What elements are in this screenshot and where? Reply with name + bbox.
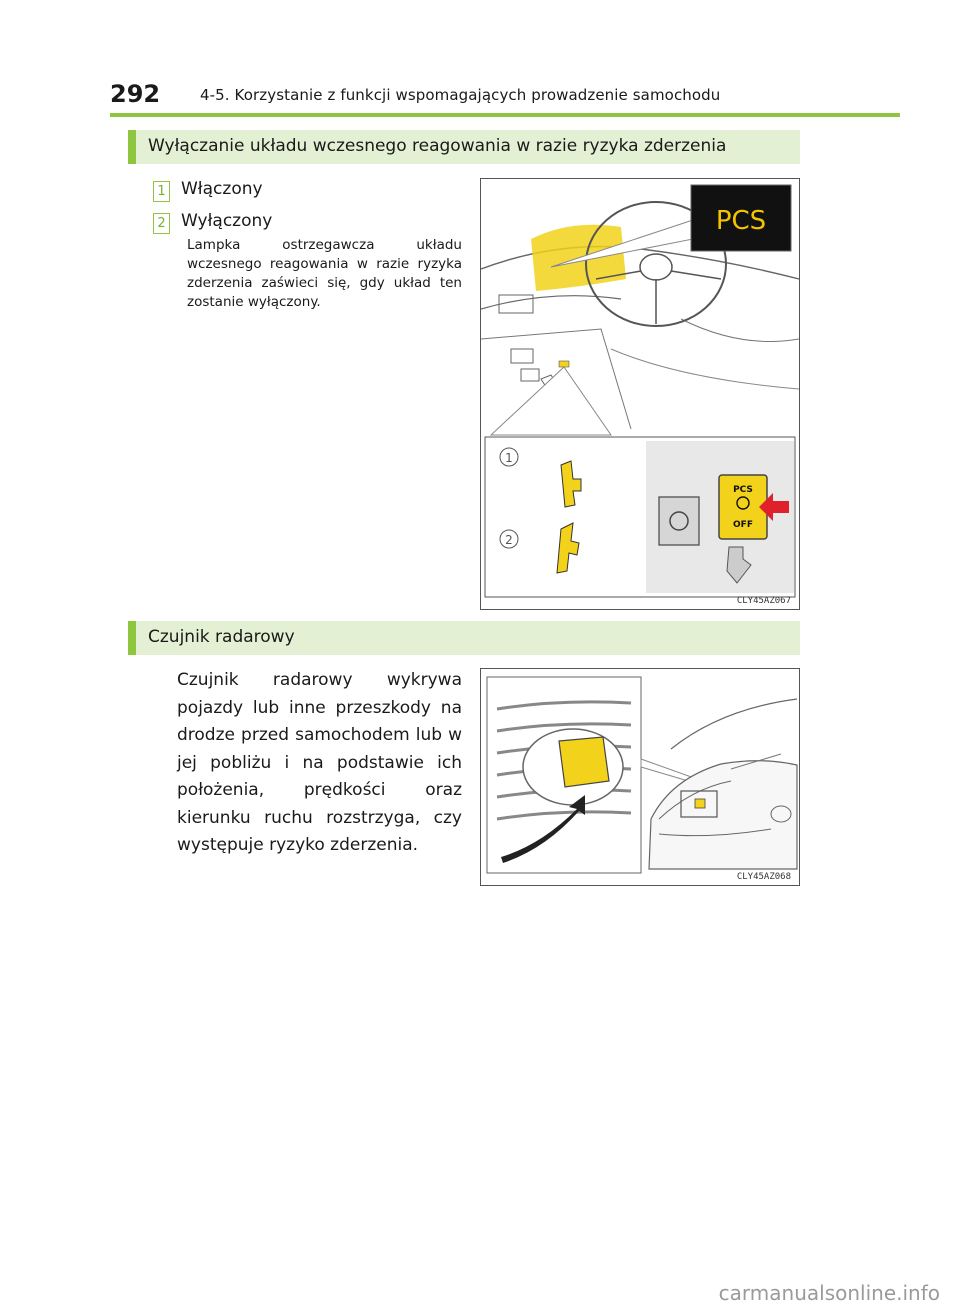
- chapter-title: 4-5. Korzystanie z funkcji wspomagających prowadzenie samochodu: [200, 86, 721, 104]
- figure-code: CLY45AZ068: [736, 872, 791, 882]
- page-header: [110, 80, 900, 112]
- radar-description: Czujnik radarowy wykrywa pojazdy lub inne przeszkody na drodze przed samochodem lub w jej pobliżu i na podstawie ich położenia, prędkości oraz kierunku ruchu rozstrzyga, czy występuje ryzyko zderzenia.: [177, 670, 462, 855]
- section-heading-pcs-off: [128, 130, 800, 164]
- switch-label-bottom: OFF: [733, 520, 753, 530]
- header-divider: [110, 113, 900, 117]
- item-number: 1: [153, 181, 170, 202]
- item-number: 2: [153, 213, 170, 234]
- section-title: Czujnik radarowy: [148, 627, 295, 647]
- dashboard-illustration: [481, 179, 799, 609]
- callout-1: 1: [505, 451, 513, 465]
- radar-sensor-illustration: [481, 669, 799, 885]
- figure-code: CLY45AZ067: [736, 596, 791, 606]
- switch-label-top: PCS: [733, 485, 753, 495]
- item-label: Włączony: [181, 179, 263, 199]
- item-label: Wyłączony: [181, 211, 273, 231]
- watermark: carmanualsonline.info: [718, 1281, 940, 1305]
- section-heading-radar: [128, 621, 800, 655]
- callout-2: 2: [505, 533, 513, 547]
- section-title: Wyłączanie układu wczesnego reagowania w razie ryzyka zderzenia: [148, 136, 727, 156]
- list-item-off: [153, 211, 453, 235]
- figure-radar-sensor: [480, 668, 800, 886]
- warning-light-note: Lampka ostrzegawcza układu wczesnego reagowania w razie ryzyka zderzenia zaświeci się, gdy układ ten zostanie wyłączony.: [187, 237, 462, 310]
- pcs-indicator-text: PCS: [715, 206, 767, 236]
- list-item-on: [153, 179, 453, 203]
- radar-sensor-highlight: [559, 737, 609, 787]
- page-number: 292: [110, 80, 161, 108]
- figure-pcs-switch: [480, 178, 800, 610]
